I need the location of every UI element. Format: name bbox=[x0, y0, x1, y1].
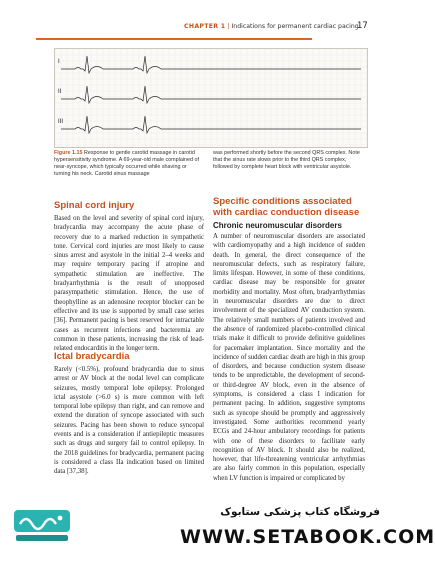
ecg-lead-label: I bbox=[58, 59, 60, 65]
header-rule bbox=[36, 38, 312, 40]
paragraph-ictal-bradycardia: Rarely (<0.5%), profound bradycardia due to sinus arrest or AV block at the nodal level can complicate seizures, mostly temporal lobe epilepsy. Prolonged ictal asystole (>6.0 s) is more common with left temporal lobe epilepsy than right, and can remove and extend the duration of syncope associated with such seizures. Pacing has been shown to reduce syncopal events and is a consideration if antiepileptic measures such as drugs and surgery fail to control epilepsy. In the 2018 guidelines for bradycardia, permanent pacing is considered a class IIa indication based on limited data [37,38]. bbox=[54, 366, 204, 476]
header-title-line: CHAPTER 1 | Indications for permanent cardiac pacing bbox=[184, 23, 359, 30]
paragraph-spinal-cord-injury: Based on the level and severity of spinal cord injury, bradycardia may accompany the acute phase of recovery due to a marked reduction in sympathetic tone. Cervical cord injuries are most likely to cause sinus arrest and asystole in the initial 2–4 weeks and may require temporary pacing if atropine and sympathetic stimulation are ineffective. The bradyarrhythmia is the result of unopposed parasympathetic stimulation. Hence, the use of theophylline as an adenosine receptor blocker can be effective and its use is supported by small case series [36]. Permanent pacing is best reserved for intractable cases as recurrent infections and bacteremia are common in these patients, increasing the risk of lead-related endocarditis in the longer term. bbox=[54, 215, 204, 353]
heading-chronic-neuromuscular: Chronic neuromuscular disorders bbox=[213, 221, 342, 230]
running-header bbox=[0, 0, 400, 44]
heading-spinal-cord-injury: Spinal cord injury bbox=[54, 200, 135, 211]
watermark-persian-text: فروشگاه کتاب پزشکی ستابوک bbox=[220, 506, 380, 518]
paragraph-chronic-neuromuscular: A number of neuromuscular disorders are associated with cardiomyopathy and a high incidence of sudden death. In general, the direct consequence of the neuromuscular defects, such as respiratory failure, limits lifespan. However, in some of these conditions, cardiac disease may be responsible for greater morbidity and mortality. Most often, bradyarrhythmias in neuromuscular disorders are due to direct involvement of the specialized AV conduction system. The relatively small numbers of patients involved and the absence of randomized placebo-controlled clinical trials make it difficult to provide definitive guidelines for pacemaker implantation. Since mortality and the incidence of sudden cardiac death are high in this group of disorders, and because conduction system disease tends to be unpredictable, the development of second- or third-degree AV block, even in the absence of symptoms, is considered a class I indication for permanent pacing. In addition, suggestive symptoms such as syncope should be promptly and aggressively investigated. Some authorities recommend yearly ECGs and 24-hour ambulatory recordings for patients with one of these disorders to facilitate early recognition of AV block. It should also be realized, however, that life-threatening ventricular arrhythmias are also fairly common in this population, especially when LV function is impaired or complicated by bbox=[213, 233, 365, 482]
chapter-title: Indications for permanent cardiac pacing bbox=[231, 23, 359, 30]
figure-caption-left bbox=[54, 150, 200, 178]
ecg-lead-label: II bbox=[58, 89, 62, 95]
heading-ictal-bradycardia: Ictal bradycardia bbox=[54, 351, 130, 362]
figure-caption-right: was performed shortly before the second QRS complex. Note that the sinus rate slows prior to the third QRS complex, followed by complete heart block with ventricular asystole. bbox=[213, 150, 360, 170]
heading-specific-conditions: Specific conditions associated with cardiac conduction disease bbox=[213, 196, 360, 218]
setabook-logo bbox=[12, 506, 72, 544]
chapter-label: CHAPTER 1 bbox=[184, 23, 226, 30]
watermark-url[interactable]: WWW.SETABOOK.COM bbox=[180, 526, 435, 548]
ecg-lead-label: III bbox=[58, 119, 64, 125]
figure-label: Figure 1.15 bbox=[54, 150, 83, 156]
setabook-watermark bbox=[0, 488, 435, 570]
page-number: 17 bbox=[357, 21, 368, 31]
ecg-figure bbox=[54, 48, 368, 148]
figure-caption-text-left: Response to gentle carotid massage in carotid hypersensitivity syndrome. A 69-year-old male complained of near-syncope, which typically occurred while shaving or turning his neck. Carotid sinus massage bbox=[54, 150, 200, 177]
